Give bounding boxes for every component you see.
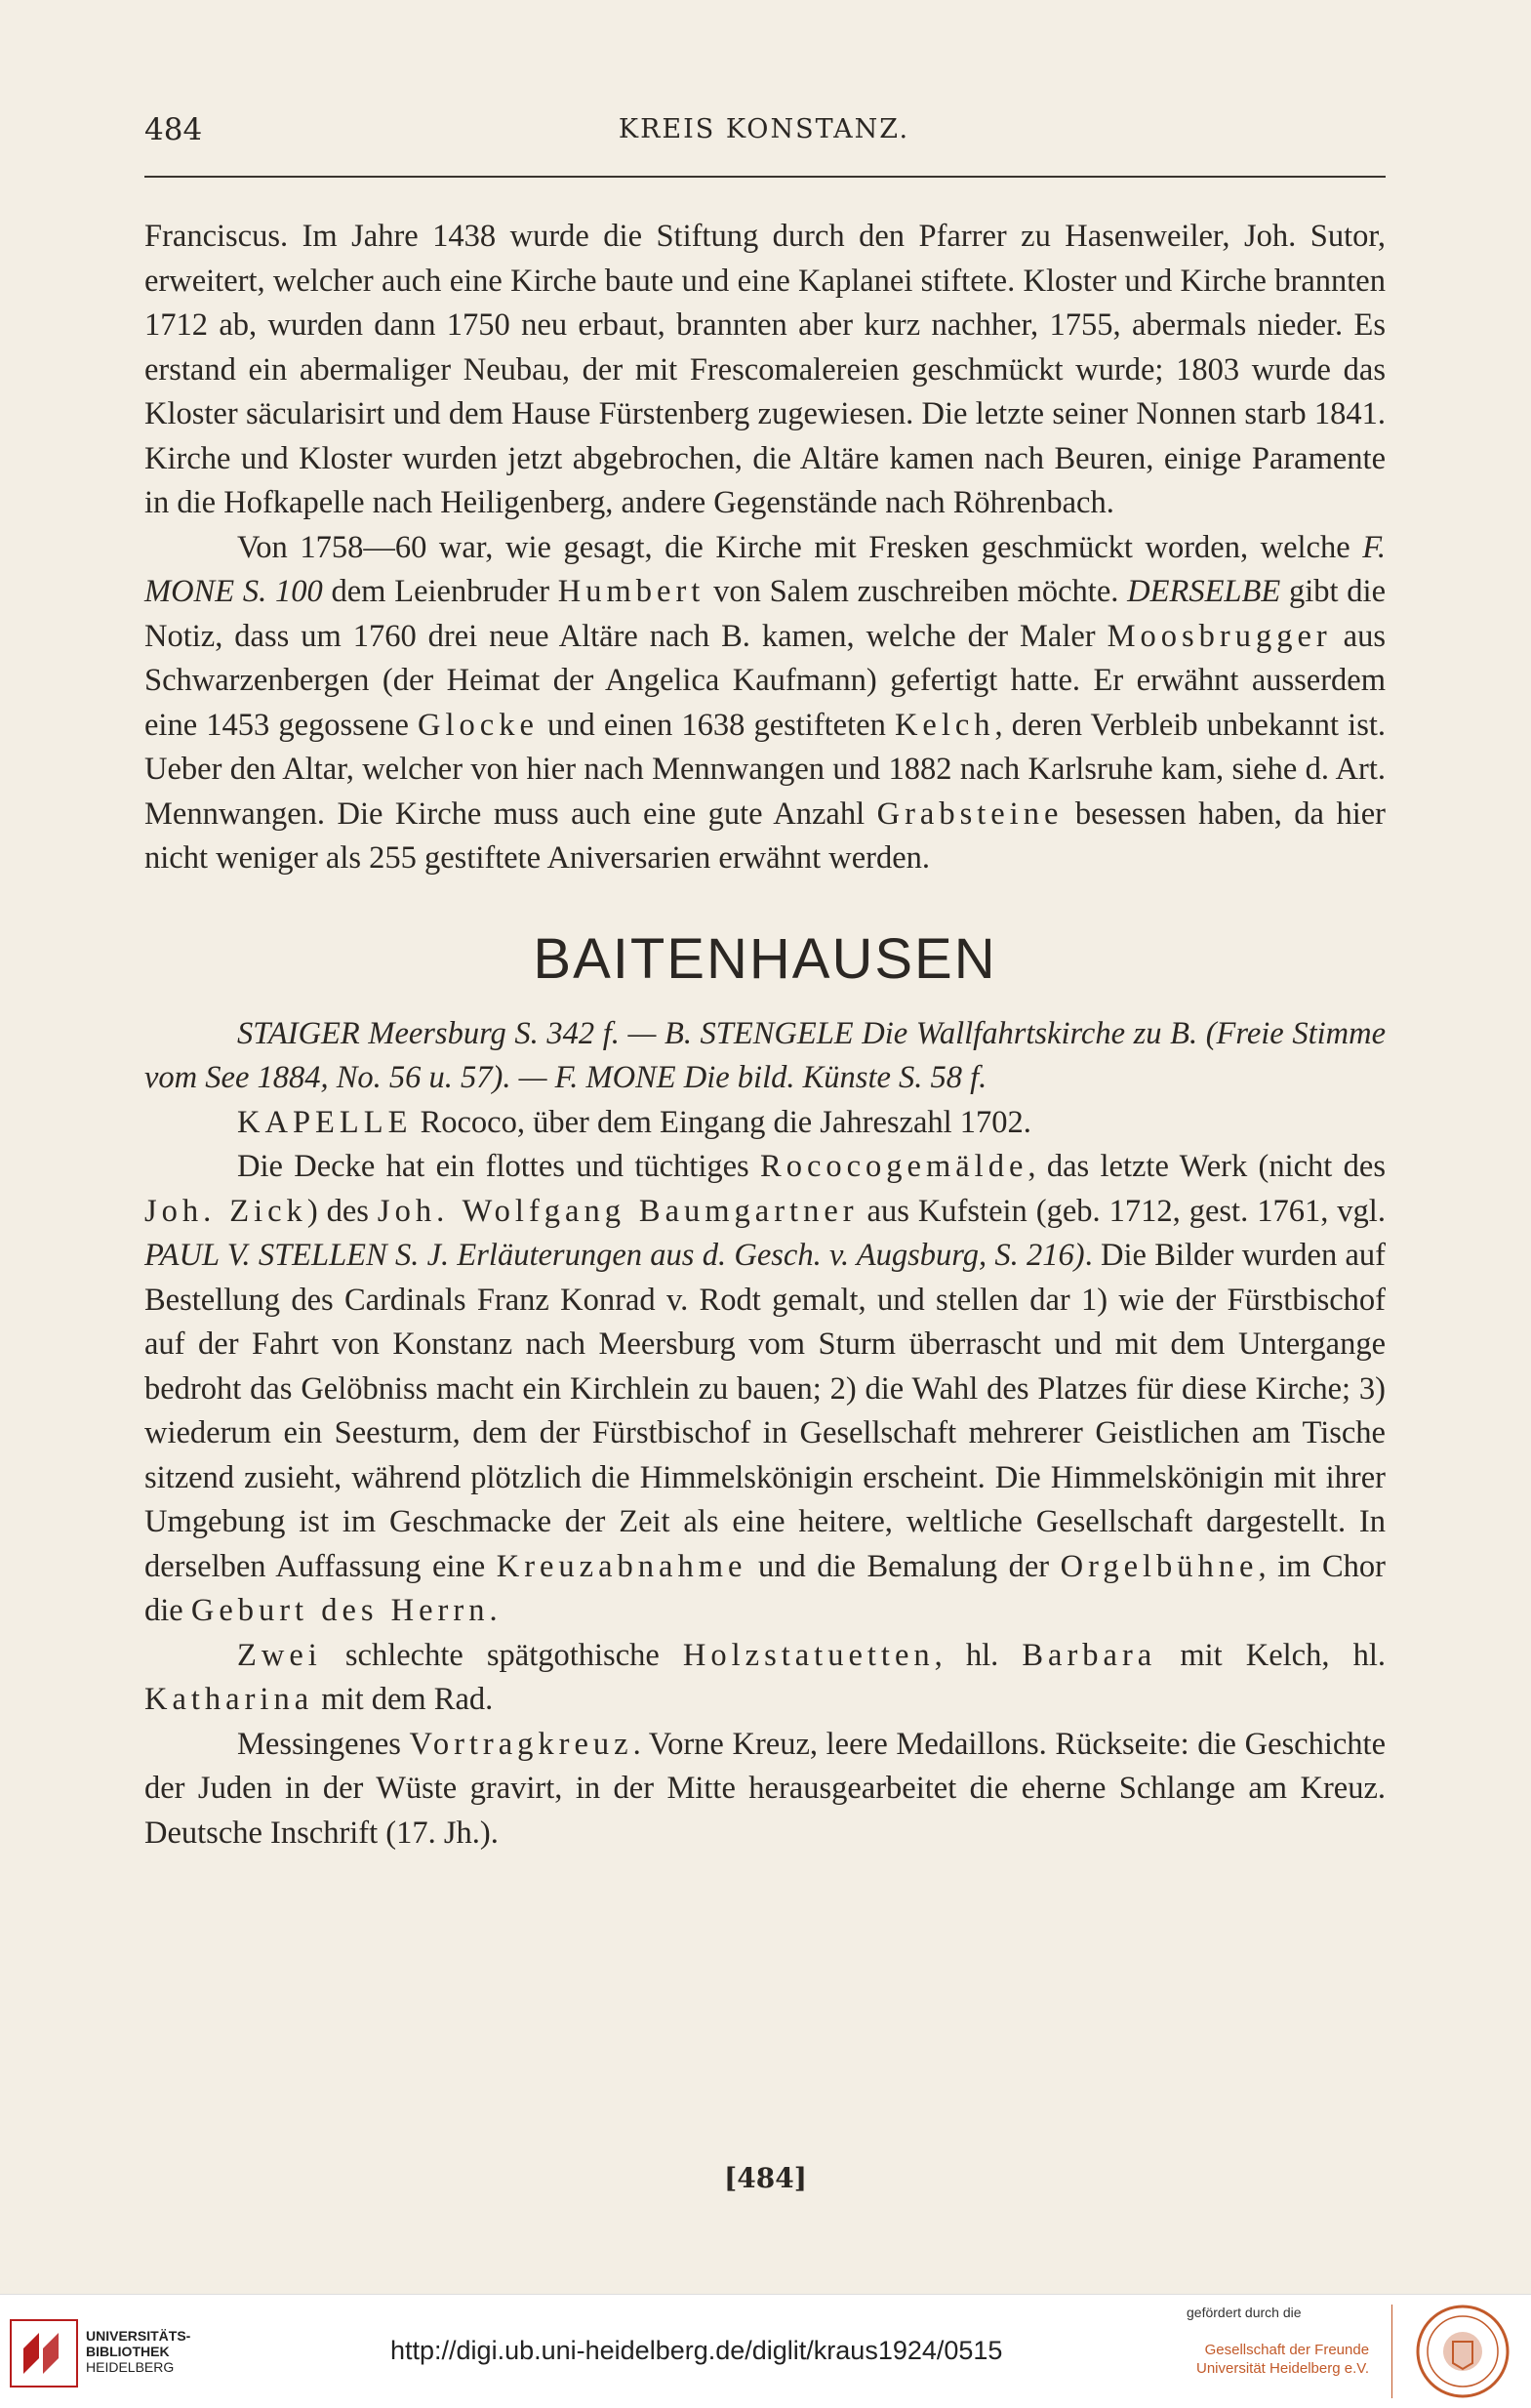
spaced-term: Barbara <box>1022 1637 1157 1673</box>
paragraph-kapelle <box>144 1101 1386 1146</box>
spaced-term: Katharina <box>144 1682 314 1717</box>
text: , hl. <box>934 1637 1023 1673</box>
university-library-logo-icon <box>10 2319 78 2388</box>
footer-divider <box>1391 2305 1392 2398</box>
citation: DERSELBE <box>1127 574 1281 609</box>
text: , deren Verbleib unbekannt ist. Ueber den Altar, welcher von hier nach Mennwangen und 1882 nach Karlsruhe kam, siehe d. Art. Mennwangen. Die Kirche muss auch eine gute Anzahl <box>144 707 1387 832</box>
permalink-url[interactable]: http://digi.ub.uni-heidelberg.de/diglit/kraus1924/0515 <box>390 2336 1003 2365</box>
section-heading: BAITENHAUSEN <box>533 926 997 991</box>
citation: PAUL V. STELLEN S. J. Erläuterungen aus d. Gesch. v. Augsburg, S. 216) <box>144 1238 1085 1273</box>
text: Von 1758—60 war, wie gesagt, die Kirche mit Fresken geschmückt worden, welche <box>237 529 1363 565</box>
spaced-term: Moosbrugger <box>1107 618 1332 654</box>
text: dem Leienbruder <box>322 574 558 609</box>
sponsor-line: Gesellschaft der Freunde <box>1204 2342 1370 2358</box>
text: ) des <box>306 1193 378 1229</box>
sponsor-name <box>1196 2341 1369 2378</box>
text: . <box>489 1593 498 1628</box>
spaced-term: Holzstatuetten <box>682 1637 935 1673</box>
text: . Vorne Kreuz, leere Medaillons. Rückseite: die Geschichte der Juden in der Wüste gravirt, in der Mitte herausgearbeitet die eherne Schlange am Kreuz. Deutsche Inschrift (17. Jh.). <box>144 1726 1386 1851</box>
text: aus Schwarzenbergen (der Heimat der Angelica Kaufmann) gefertigt hatte. Er erwähnt ausserdem eine 1453 gegossene <box>144 618 1386 743</box>
viewer-footer <box>0 2294 1531 2408</box>
text: mit Kelch, hl. <box>1156 1637 1386 1673</box>
sponsor-label: gefördert durch die <box>1187 2305 1302 2320</box>
text: , das letzte Werk (nicht des <box>1027 1149 1386 1184</box>
spaced-term: Vortragkreuz <box>409 1726 633 1762</box>
paragraph-decke <box>144 1145 1386 1634</box>
text: gibt die Notiz, dass um 1760 drei neue Altäre nach B. kamen, welche der Maler <box>144 574 1387 654</box>
text: Messingenes <box>237 1726 410 1762</box>
library-name <box>86 2328 190 2375</box>
paragraph-2 <box>144 526 1386 881</box>
text: Die Decke hat ein flottes und tüchtiges <box>237 1149 761 1184</box>
spaced-term: Kreuzabnahme <box>496 1548 747 1584</box>
text: , im Chor die <box>144 1548 1386 1628</box>
library-name-line: BIBLIOTHEK <box>86 2344 170 2359</box>
university-seal-icon <box>1409 2303 1516 2400</box>
text: und einen 1638 gestifteten <box>538 707 895 743</box>
spaced-term: Rococogemälde <box>760 1149 1028 1184</box>
text: von Salem zuschreiben möchte. <box>705 574 1128 609</box>
page-body <box>144 215 1386 1856</box>
spaced-term: KAPELLE <box>237 1104 413 1140</box>
text: und die Bemalung der <box>746 1548 1061 1584</box>
text: aus Kufstein (geb. 1712, gest. 1761, vgl. <box>858 1193 1386 1229</box>
text: Rococo, über dem Eingang die Jahreszahl 1702. <box>412 1104 1031 1140</box>
sponsor-line: Universität Heidelberg e.V. <box>1196 2360 1370 2377</box>
running-title: KREIS KONSTANZ. <box>618 114 910 144</box>
paragraph-1: Franciscus. Im Jahre 1438 wurde die Stiftung durch den Pfarrer zu Hasenweiler, Joh. Sutor, erweitert, welcher auch eine Kirche baute und eine Kaplanei stiftete. Kloster und Kirche brannten 1712 ab, wurden dann 1750 neu erbaut, brannten aber kurz nachher, 1755, abermals nieder. Es erstand ein abermaliger Neubau, der mit Frescomalereien geschmückt wurde; 1803 wurde das Kloster säcularisirt und dem Hause Fürstenberg zugewiesen. Die letzte seiner Nonnen starb 1841. Kirche und Kloster wurden jetzt abgebrochen, die Altäre kamen nach Beuren, einige Paramente in die Hofkapelle nach Heiligenberg, andere Gegenstände nach Röhrenbach. <box>144 219 1386 520</box>
text: besessen haben, da hier nicht weniger als 255 gestiftete Aniversarien erwähnt werden. <box>144 796 1386 876</box>
library-name-line: UNIVERSITÄTS- <box>86 2328 191 2344</box>
paragraph-vortragkreuz <box>144 1723 1386 1857</box>
spaced-term: Joh. Zick <box>144 1193 307 1229</box>
page-number: 484 <box>144 112 203 147</box>
spaced-term: Zwei <box>237 1637 322 1673</box>
bibliography-references: STAIGER Meersburg S. 342 f. — B. STENGELE Die Wallfahrtskirche zu B. (Freie Stimme vom See 1884, No. 56 u. 57). — F. MONE Die bild. Künste S. 58 f. <box>144 1015 1386 1095</box>
spaced-term: Grabsteine <box>876 796 1064 832</box>
spaced-term: Humbert <box>557 574 705 609</box>
spaced-term: Kelch <box>894 707 995 743</box>
text: schlechte spätgothische <box>321 1637 683 1673</box>
text: . Die Bilder wurden auf Bestellung des Cardinals Franz Konrad v. Rodt gemalt, und stellen dar 1) wie der Fürstbischof auf der Fahrt von Konstanz nach Meersburg vom Sturm überrascht und mit dem Untergange bedroht das Gelöbniss macht ein Kirchlein zu bauen; 2) die Wahl des Platzes für diese Kirche; 3) wiederum ein Seesturm, dem der Fürstbischof in Gesellschaft mehrerer Geistlichen am Tische sitzend zusieht, während plötzlich die Himmelskönigin erscheint. Die Himmelskönigin mit ihrer Umgebung ist im Geschmacke der Zeit als eine heitere, weltliche Gesellschaft dargestellt. In derselben Auffassung eine <box>144 1238 1386 1584</box>
citation: F. MONE S. 100 <box>144 529 1386 609</box>
spaced-term: Joh. Wolfgang Baumgartner <box>377 1193 859 1229</box>
page-header <box>144 112 1384 161</box>
spaced-term: Orgelbühne <box>1060 1548 1259 1584</box>
paragraph-statuetten <box>144 1634 1386 1723</box>
library-name-line: HEIDELBERG <box>86 2359 175 2375</box>
text: mit dem Rad. <box>313 1682 494 1717</box>
header-rule <box>144 176 1386 178</box>
spaced-term: Glocke <box>418 707 539 743</box>
spaced-term: Geburt des Herrn <box>190 1593 490 1628</box>
folio-number: [484] <box>724 2162 807 2194</box>
